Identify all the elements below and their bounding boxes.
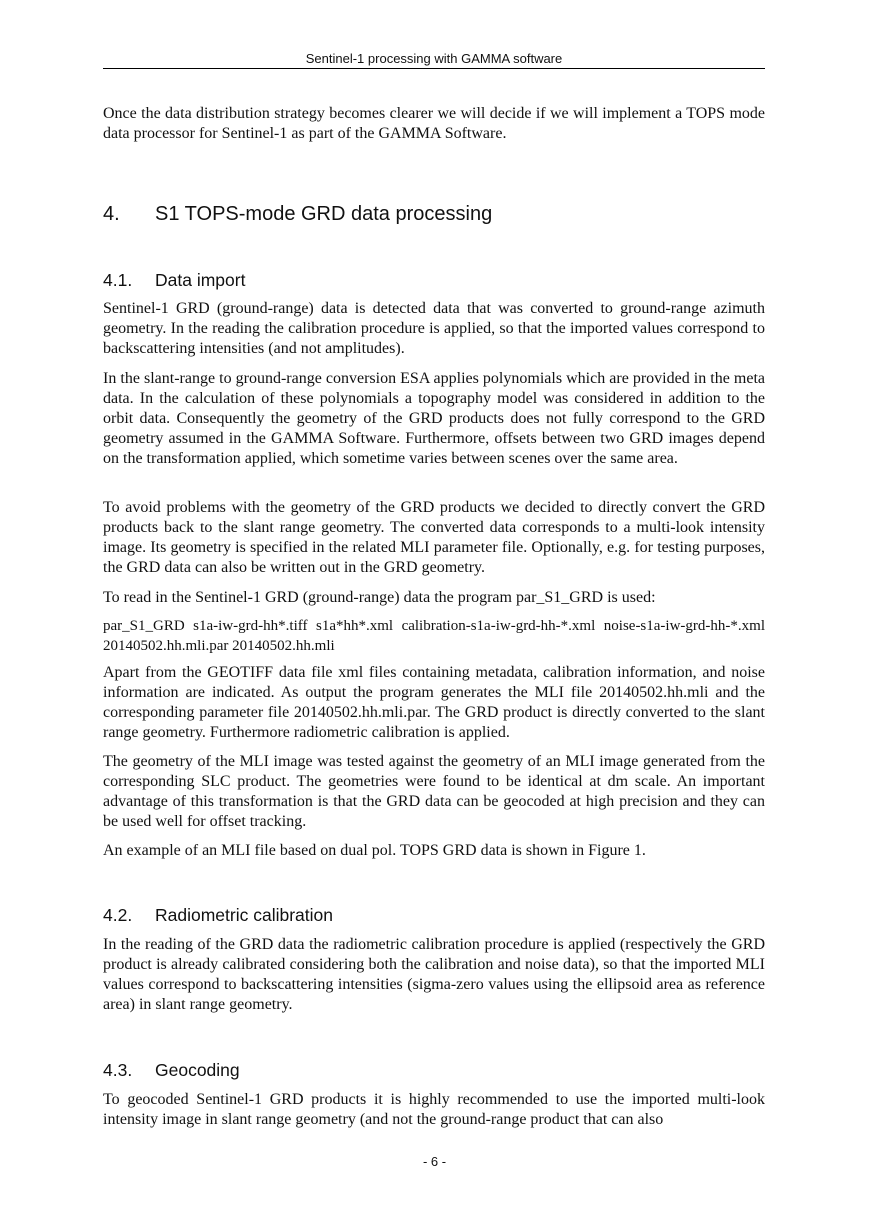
paragraph: To read in the Sentinel-1 GRD (ground-range) data the program par_S1_GRD is used: <box>103 589 656 606</box>
paragraph: In the slant-range to ground-range conversion ESA applies polynomials which are provided in the meta data. In the calculation of these polynomials a topography model was considered in addition to the orbit data. Consequently the geometry of the GRD products does not fully correspond to the GRD geometry assumed in the GAMMA Software. Furthermore, offsets between two GRD images depend on the transformation applied, which sometime varies between scenes over the same area. <box>103 370 765 467</box>
paragraph: An example of an MLI file based on dual pol. TOPS GRD data is shown in Figure 1. <box>103 842 646 859</box>
section-title: S1 TOPS-mode GRD data processing <box>155 203 493 225</box>
paragraph: To geocoded Sentinel-1 GRD products it is highly recommended to use the imported multi-look intensity image in slant range geometry (and not the ground-range product that can also <box>103 1091 765 1128</box>
intro-paragraph: Once the data distribution strategy becomes clearer we will decide if we will implement a TOPS mode data processor for Sentinel-1 as part of the GAMMA Software. <box>103 105 765 142</box>
paragraph: To avoid problems with the geometry of the GRD products we decided to directly convert the GRD products back to the slant range geometry. The converted data corresponds to a multi-look intensity image. Its geometry is specified in the related MLI parameter file. Optionally, e.g. for testing purposes, the GRD data can also be written out in the GRD geometry. <box>103 499 765 576</box>
command-example: par_S1_GRD s1a-iw-grd-hh*.tiff s1a*hh*.xml calibration-s1a-iw-grd-hh-*.xml noise-s1a-iw-grd-hh-*.xml 20140502.hh.mli.par 20140502.hh.mli <box>103 618 765 654</box>
paragraph: In the reading of the GRD data the radiometric calibration procedure is applied (respectively the GRD product is already calibrated considering both the calibration and noise data), so that the imported MLI values correspond to backscattering intensities (sigma-zero values using the ellipsoid area as reference area) in slant range geometry. <box>103 936 765 1013</box>
running-header: Sentinel-1 processing with GAMMA software <box>103 51 765 69</box>
section-4-3-heading <box>103 1059 240 1081</box>
paragraph: The geometry of the MLI image was tested against the geometry of an MLI image generated from the corresponding SLC product. The geometries were found to be identical at dm scale. An important advantage of this transformation is that the GRD data can be geocoded at high precision and they can be used well for offset tracking. <box>103 753 765 830</box>
section-title: Radiometric calibration <box>155 905 333 925</box>
section-number: 4.2. <box>103 905 133 925</box>
section-title: Data import <box>155 270 246 290</box>
page-number: - 6 - <box>422 1154 447 1169</box>
paragraph: Apart from the GEOTIFF data file xml files containing metadata, calibration information, and noise information are indicated. As output the program generates the MLI file 20140502.hh.mli and the corresponding parameter file 20140502.hh.mli.par. The GRD product is directly converted to the slant range geometry. Furthermore radiometric calibration is applied. <box>103 664 765 741</box>
section-4-heading <box>103 202 492 226</box>
section-title: Geocoding <box>155 1060 240 1080</box>
section-number: 4.1. <box>103 270 133 290</box>
section-4-1-heading <box>103 269 245 291</box>
paragraph: Sentinel-1 GRD (ground-range) data is detected data that was converted to ground-range azimuth geometry. In the reading the calibration procedure is applied, so that the imported values correspond to backscattering intensities (and not amplitudes). <box>103 300 765 357</box>
section-number: 4.3. <box>103 1060 133 1080</box>
section-number: 4. <box>103 203 120 225</box>
section-4-2-heading <box>103 904 333 926</box>
